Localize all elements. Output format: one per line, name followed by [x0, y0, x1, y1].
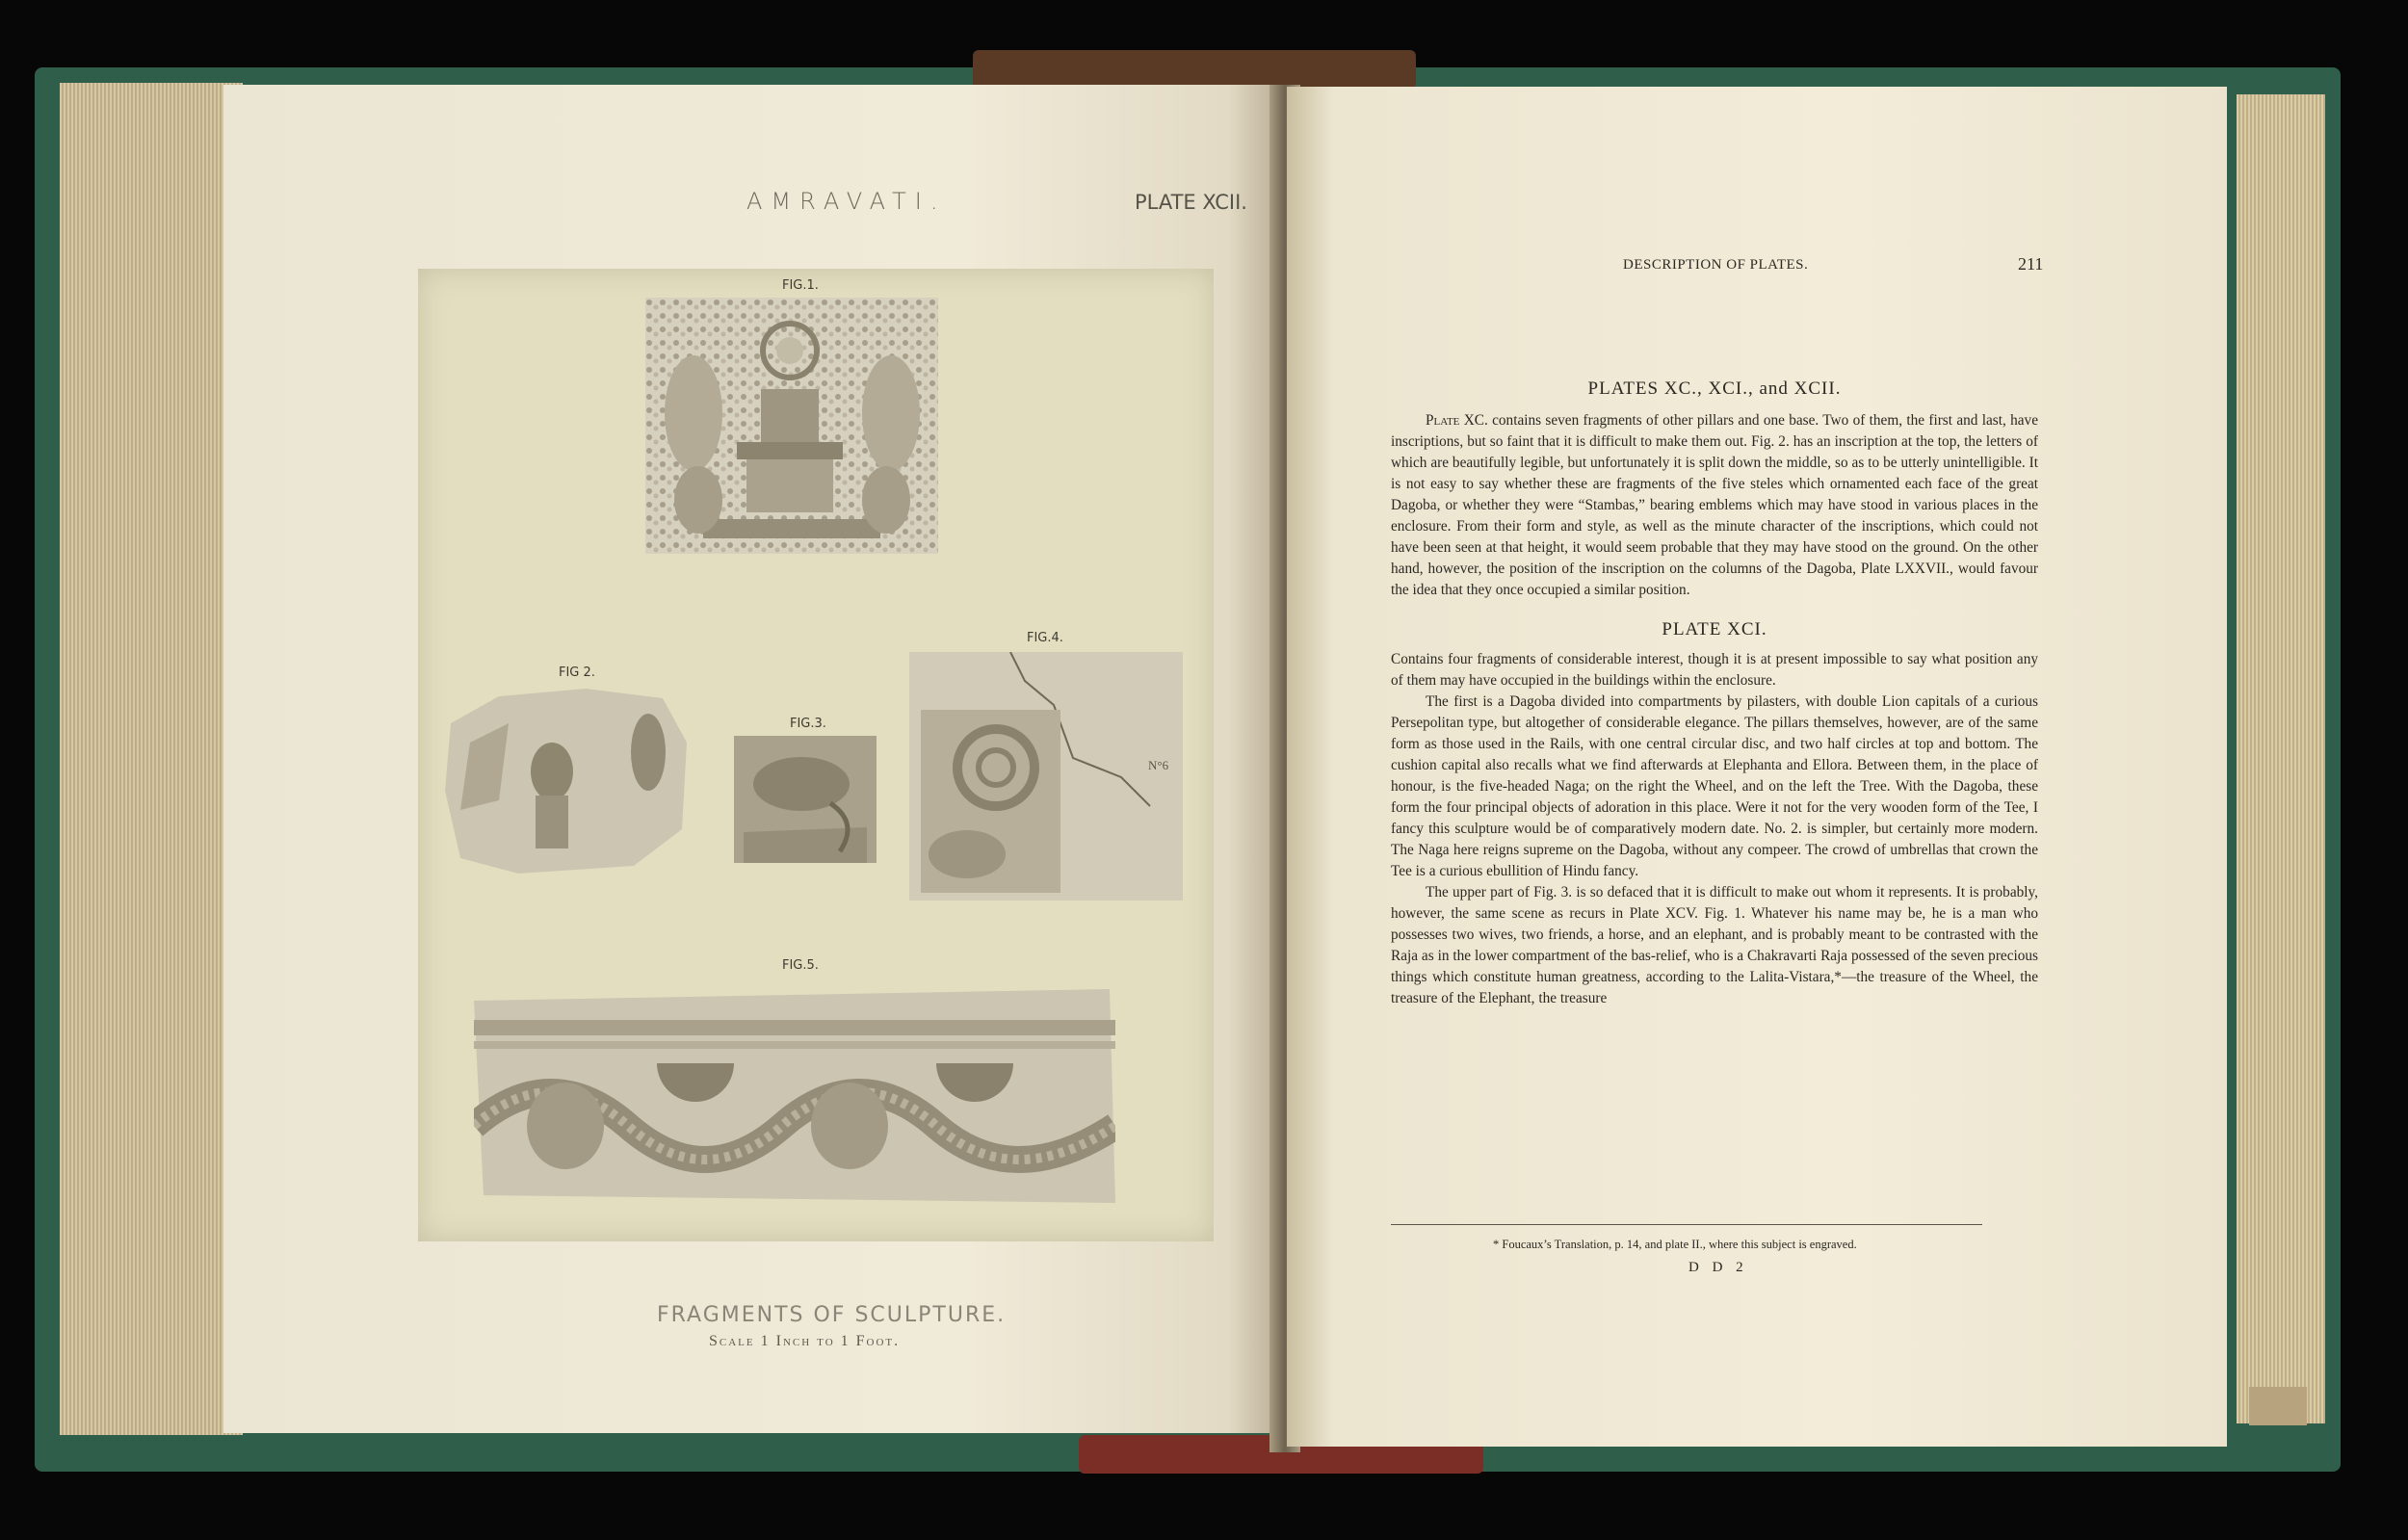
fig-3-relief — [734, 736, 877, 863]
fig-3-label: FIG.3. — [790, 717, 826, 731]
svg-text:N°6: N°6 — [1148, 758, 1169, 772]
paragraph-body: XC. contains seven fragments of other pillars and one base. Two of them, the first and last, have inscriptions, but so faint that it is difficult to make them out. Fig. 2. has an inscription at the top, the letters of which are beautifully legible, but unfortunately it is split down the middle, so as to be utterly unintelligible. It is not easy to say whether these are fragments of the five steles which ornamented each face of the great Dagoba, or whether they were “Stambas,” bearing emblems which may have stood in various places in the enclosure. From their form and style, as well as the minute character of the inscriptions, which could not have been seen at that height, it would seem probable that they may have stood on the ground. On the other hand, however, the position of the inscription on the columns of the Dagoba, Plate LXXVII., would favour the idea that they once occupied a similar position. — [1391, 412, 2038, 598]
fig-1-relief — [645, 298, 938, 554]
running-header: DESCRIPTION OF PLATES. — [1623, 257, 1809, 273]
fig-1-label: FIG.1. — [782, 278, 819, 293]
section-heading-plate-xci: PLATE XCI. — [1662, 619, 1767, 639]
fig-4-relief — [909, 652, 1183, 901]
fig-5-label: FIG.5. — [782, 958, 819, 973]
plate-photograph — [418, 269, 1214, 1241]
page-number: 211 — [2018, 254, 2044, 274]
paragraph-fig-3: The upper part of Fig. 3. is so defaced that it is difficult to make out whom it represents. It is probably, however, the same scene as recurs in Plate XCV. Fig. 1. Whatever his name may be, he is a man who possesses two wives, two friends, a horse, and an elephant, and is probably meant to be contrasted with the Raja as in the lower compartment of the bas-relief, who is a Chakravarti Raja possessed of the seven precious things which constitute human greatness, according to the Lalita-Vistara,*—the treasure of the Wheel, the treasure of the Elephant, the treasure — [1391, 884, 2038, 1006]
fig-4-label: FIG.4. — [1027, 631, 1063, 645]
fig-5-relief — [474, 981, 1115, 1205]
section-heading-plates: PLATES XC., XCI., and XCII. — [1587, 378, 1842, 399]
page-edges-left — [60, 83, 243, 1435]
paragraph-lead: Plate — [1426, 412, 1460, 429]
plate-label: PLATE XCII. — [1135, 191, 1247, 214]
page-edges-right — [2237, 94, 2325, 1423]
footnote: * Foucaux’s Translation, p. 14, and plate II., where this subject is engraved. — [1493, 1238, 1857, 1251]
footnote-rule — [1391, 1224, 1982, 1225]
fig-2-relief — [441, 685, 692, 877]
signature-mark: D D 2 — [1688, 1260, 1748, 1275]
paragraph-plate-xci: Contains four fragments of considerable interest, though it is at present impossible to say what position any of them may have occupied in the buildings within the enclosure. — [1391, 651, 2038, 689]
spine-top — [973, 50, 1416, 89]
body-text — [1391, 378, 2038, 1009]
page-edges-right-lower — [2249, 1387, 2307, 1425]
running-title: AMRAVATI. — [746, 188, 947, 215]
plate-scale: Scale 1 Inch to 1 Foot. — [709, 1333, 901, 1349]
paragraph-dagoba: The first is a Dagoba divided into compartments by pilasters, with double Lion capitals of a curious Persepolitan type, but altogether of considerable elegance. The pillars themselves, however, are of the same form as those used in the Rails, with one central circular disc, and two half circles at top and bottom. The cushion capital also recalls what we find afterwards at Elephanta and Ellora. Between them, in the place of honour, is the five-headed Naga; on the right the Wheel, and on the left the Tree. With the Dagoba, these form the four principal objects of adoration in this place. Were it not for the very wooden form of the Tee, I fancy this sculpture would be of comparatively modern date. No. 2. is simpler, but certainly more modern. The Naga here reigns supreme on the Dagoba, without any compeer. The crowd of umbrellas that crown the Tee is a curious ebullition of Hindu fancy. — [1391, 693, 2038, 879]
paragraph-plate-xc — [1391, 410, 2038, 601]
fig-2-label: FIG 2. — [559, 666, 595, 680]
plate-caption: FRAGMENTS OF SCULPTURE. — [657, 1303, 1007, 1327]
